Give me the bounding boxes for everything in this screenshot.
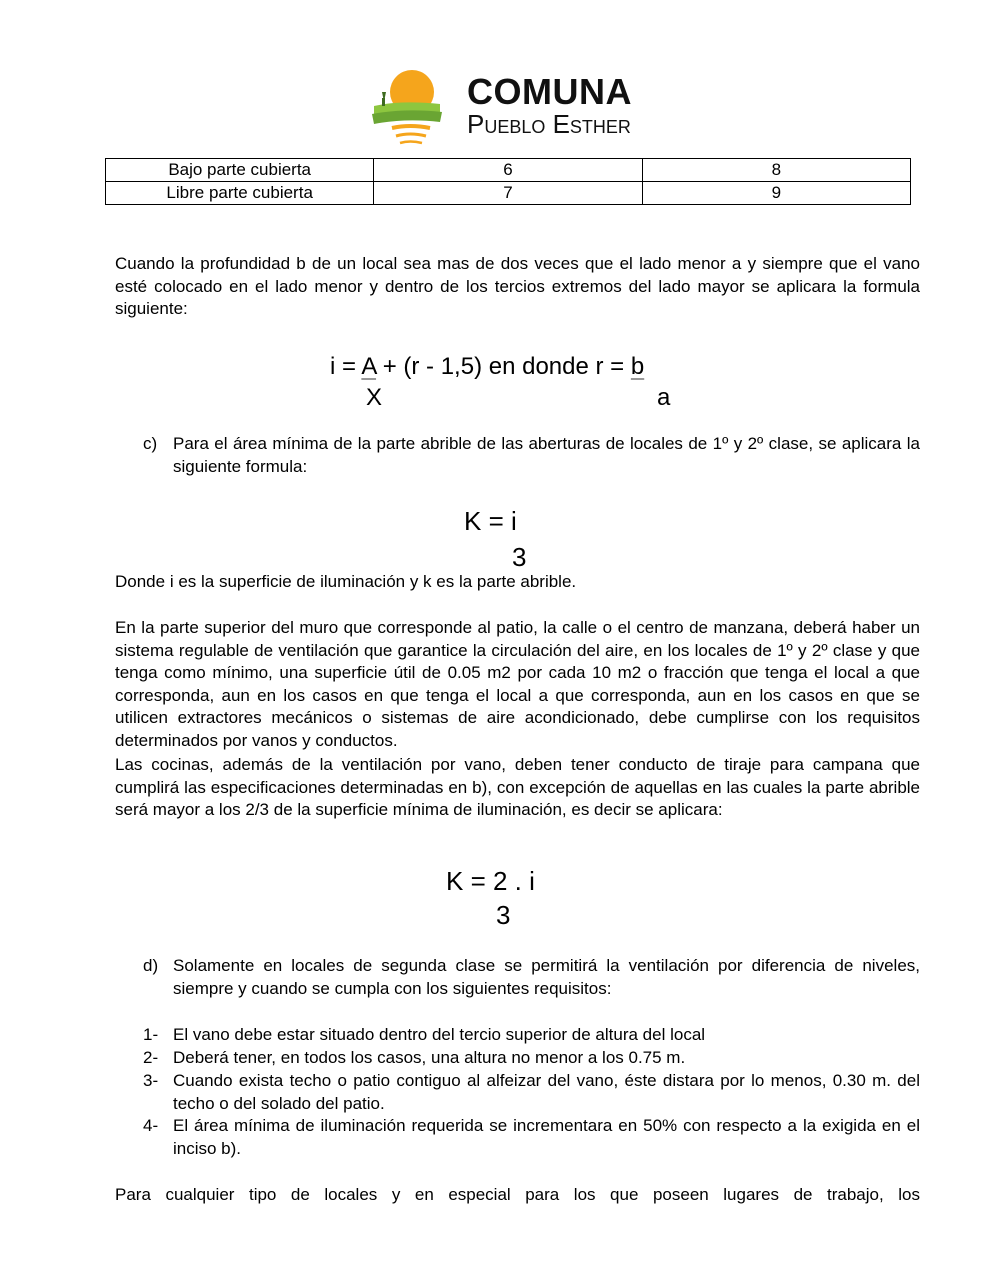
formula-denominator-a: a [657, 384, 671, 411]
table-cell: Bajo parte cubierta [106, 159, 374, 182]
formula-numerator-a: A [361, 353, 377, 380]
list-text: Cuando exista techo o patio contiguo al alfeizar del vano, éste distara por lo menos, 0.30 m. del techo o del solado del patio. [173, 1071, 920, 1113]
paragraph-muro: En la parte superior del muro que corresponde al patio, la calle o el centro de manzana, deberá haber un sistema regulable de ventilación que garantice la circulación del aire, en los locales de 1º y 2º clase y que tenga como mínimo, una superficie útil de 0.05 m2 por cada 10 m2 o fracción que tenga el local a que corresponda, aun en los casos en que tenga el local a que corresponda, aun en los casos en que se utilicen extractores mecánicos o sistemas de aire acondicionado, debe cumplirse con los requisitos determinados por vanos y conductos. [115, 618, 920, 750]
list-text: Deberá tener, en todos los casos, una altura no menor a los 0.75 m. [173, 1048, 686, 1067]
list-marker: 2- [143, 1048, 159, 1067]
table-cell: 8 [642, 159, 910, 182]
comuna-logo [370, 62, 670, 154]
paragraph-profundidad: Cuando la profundidad b de un local sea mas de dos veces que el lado menor a y siempre que el vano esté colocado en el lado menor y dentro de los tercios extremos del lado mayor se aplicara la formula siguiente: [115, 254, 920, 318]
formula-k2-bottom: 3 [496, 900, 511, 930]
logo-title: COMUNA [467, 71, 632, 112]
list-text: Solamente en locales de segunda clase se permitirá la ventilación por diferencia de niveles, siempre y cuando se cumpla con los siguientes requisitos: [173, 956, 920, 998]
list-marker: 4- [143, 1116, 159, 1135]
formula-iluminacion [330, 353, 644, 381]
paragraph-donde: Donde i es la superficie de iluminación y k es la parte abrible. [115, 572, 577, 591]
paragraph-locales: Para cualquier tipo de locales y en especial para los que poseen lugares de trabajo, los [115, 1185, 920, 1204]
list-item-d [115, 955, 920, 1001]
values-table [105, 158, 911, 205]
table-row [106, 182, 911, 205]
list-text: El área mínima de iluminación requerida se incrementara en 50% con respecto a la exigida en el inciso b). [173, 1116, 920, 1158]
table-cell: 7 [374, 182, 642, 205]
table-cell: Libre parte cubierta [106, 182, 374, 205]
list-marker: 3- [143, 1071, 159, 1090]
formula-numerator-b: b [630, 353, 645, 380]
logo-subtitle: Pueblo Esther [467, 109, 631, 139]
table-row [106, 159, 911, 182]
table-cell: 9 [642, 182, 910, 205]
list-marker: d) [143, 956, 159, 975]
table-cell: 6 [374, 159, 642, 182]
list-text: Para el área mínima de la parte abrible de las aberturas de locales de 1º y 2º clase, se aplicara la siguiente formula: [173, 434, 920, 476]
formula-lead: i = [330, 353, 362, 380]
formula-k-bottom: 3 [512, 542, 527, 572]
sun-landscape-icon [370, 62, 465, 154]
formula-rest: + (r - 1,5) en donde r = [376, 353, 631, 380]
formula-denominator-x: X [366, 384, 383, 411]
list-item-c [115, 433, 920, 479]
list-text: El vano debe estar situado dentro del tercio superior de altura del local [173, 1025, 706, 1044]
paragraph-cocinas: Las cocinas, además de la ventilación por vano, deben tener conducto de tiraje para campana que cumplirá las especificaciones determinadas en b), con excepción de aquellas en las cuales la parte abrible será mayor a los 2/3 de la superficie mínima de iluminación, es decir se aplicara: [115, 755, 920, 819]
formula-k2-top: K = 2 . i [446, 866, 535, 896]
list-marker: 1- [143, 1025, 159, 1044]
list-marker: c) [143, 434, 158, 453]
formula-k-top: K = i [464, 506, 517, 536]
